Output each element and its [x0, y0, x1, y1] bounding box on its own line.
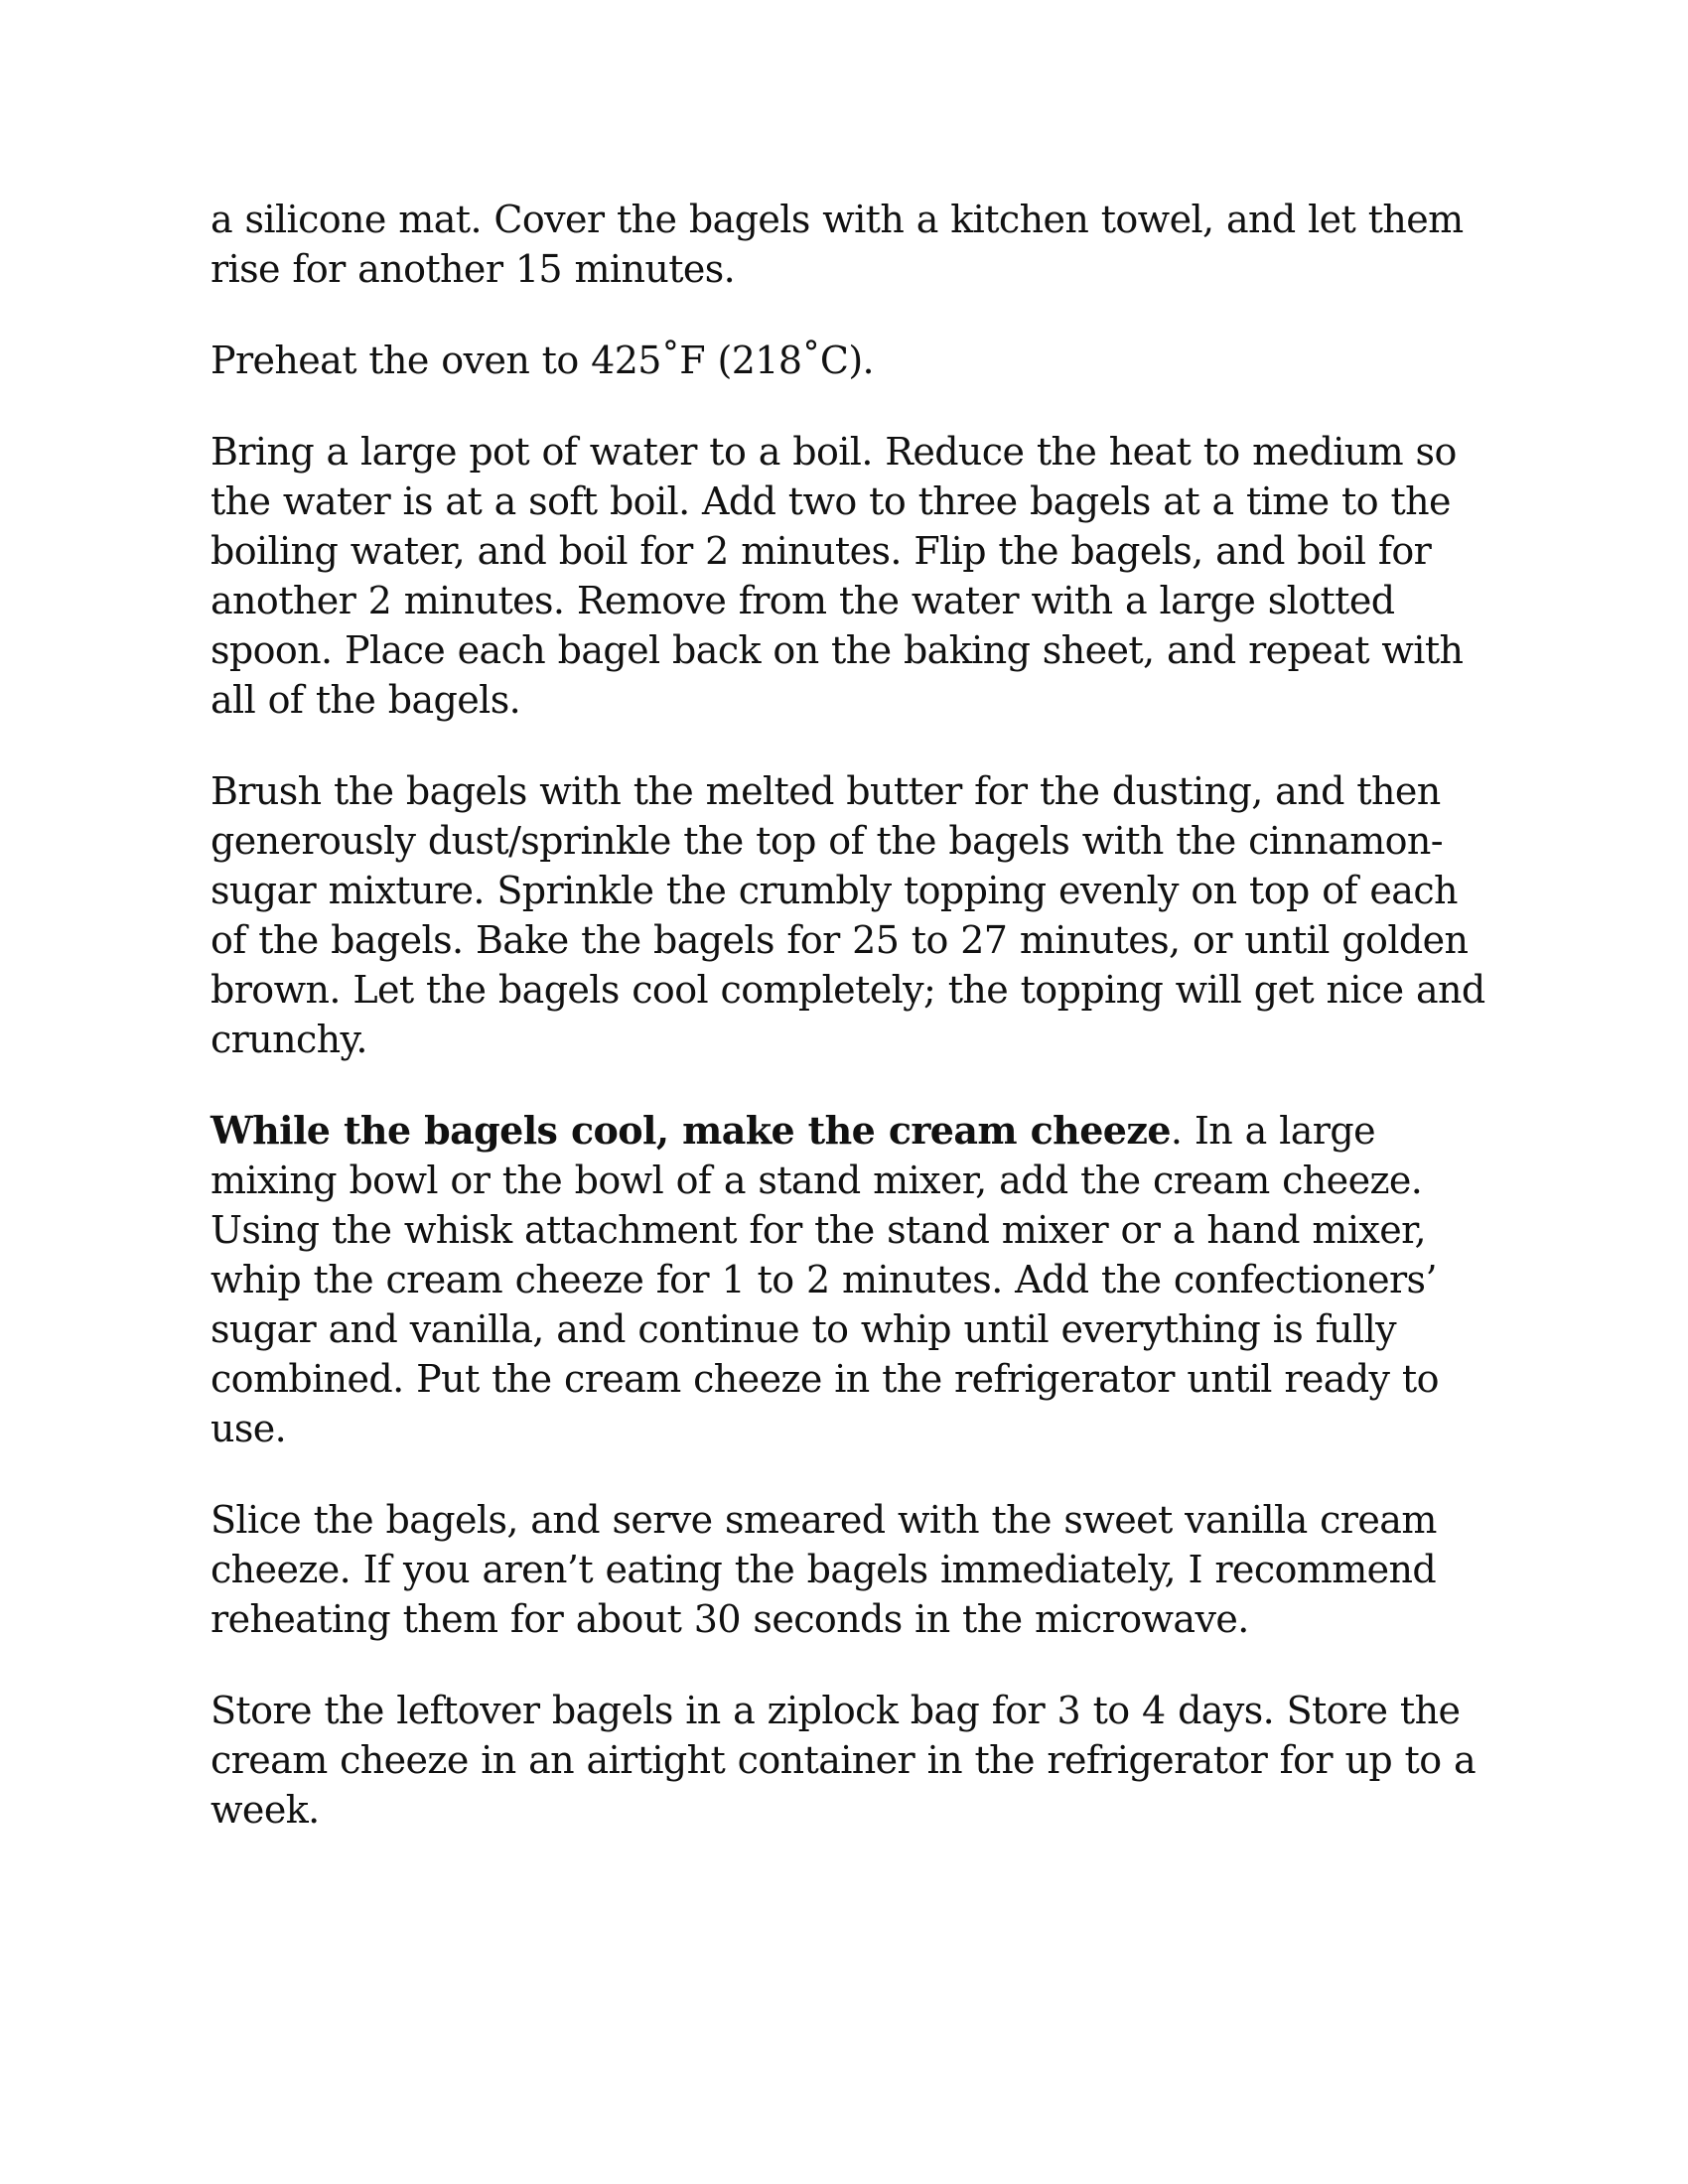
- paragraph-rise: [211, 195, 1501, 294]
- paragraph-boil: [211, 427, 1501, 725]
- document-page: [211, 195, 1501, 1876]
- paragraph-text: a silicone mat. Cover the bagels with a kitchen towel, and let them rise for another 15 minutes.: [211, 198, 1464, 291]
- paragraph-text: Store the leftover bagels in a ziplock bag for 3 to 4 days. Store the cream cheeze in an airtight container in the refrigerator for up to a week.: [211, 1689, 1477, 1832]
- paragraph-cream-cheeze: [211, 1106, 1501, 1453]
- paragraph-bake: [211, 766, 1501, 1064]
- paragraph-text: Preheat the oven to 425˚F (218˚C).: [211, 339, 875, 382]
- paragraph-store: [211, 1686, 1501, 1835]
- paragraph-text: . In a large mixing bowl or the bowl of a stand mixer, add the cream cheeze. Using the whisk attachment for the stand mixer or a hand mixer, whip the cream cheeze for 1 to 2 minutes. Add the confectioners’ sugar and vanilla, and continue to whip until everything is fully combined. Put the cream cheeze in the refrigerator until ready to use.: [211, 1109, 1439, 1450]
- paragraph-text: Bring a large pot of water to a boil. Reduce the heat to medium so the water is at a soft boil. Add two to three bagels at a time to the boiling water, and boil for 2 minutes. Flip the bagels, and boil for another 2 minutes. Remove from the water with a large slotted spoon. Place each bagel back on the baking sheet, and repeat with all of the bagels.: [211, 430, 1464, 722]
- paragraph-serve: [211, 1495, 1501, 1644]
- paragraph-bold-lead: While the bagels cool, make the cream cheeze: [211, 1108, 1171, 1153]
- paragraph-preheat: [211, 336, 1501, 385]
- paragraph-text: Brush the bagels with the melted butter for the dusting, and then generously dust/sprinkle the top of the bagels with the cinnamon-sugar mixture. Sprinkle the crumbly topping evenly on top of each of the bagels. Bake the bagels for 25 to 27 minutes, or until golden brown. Let the bagels cool completely; the topping will get nice and crunchy.: [211, 769, 1485, 1061]
- paragraph-text: Slice the bagels, and serve smeared with the sweet vanilla cream cheeze. If you aren’t eating the bagels immediately, I recommend reheating them for about 30 seconds in the microwave.: [211, 1498, 1437, 1641]
